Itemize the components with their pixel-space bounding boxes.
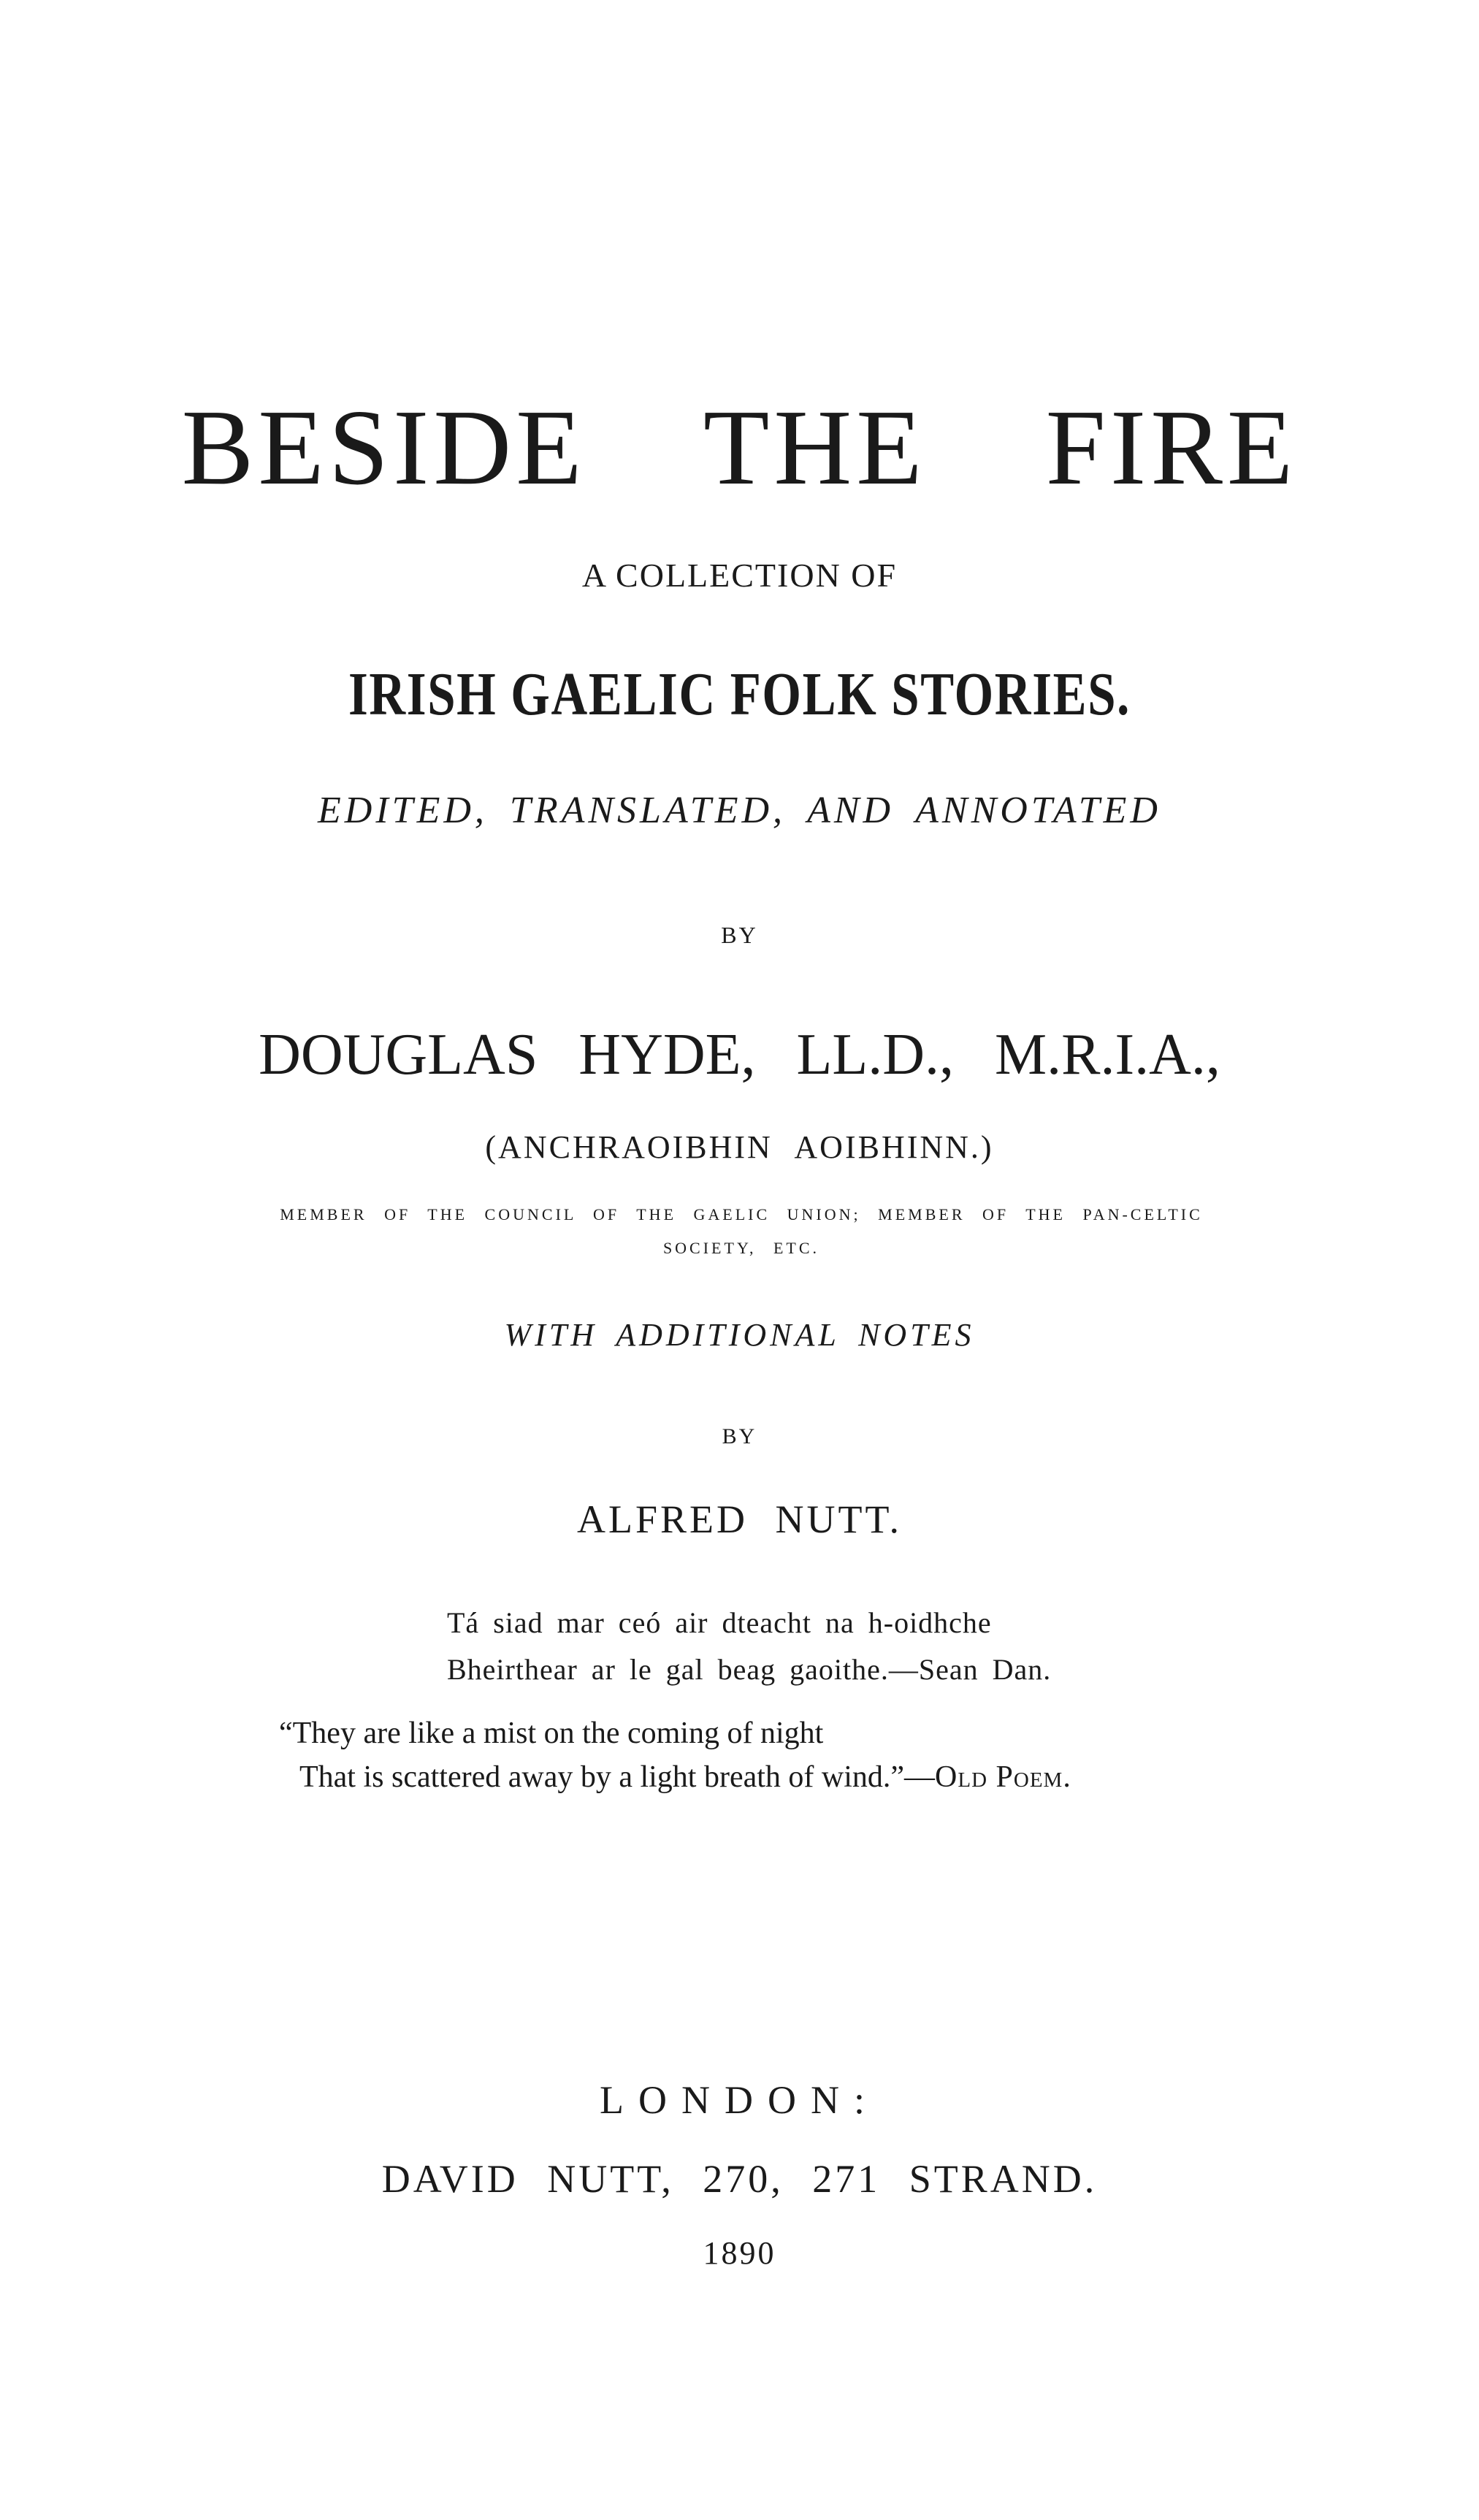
additional-notes-line: WITH ADDITIONAL NOTES bbox=[504, 1317, 975, 1353]
epigraph-irish-line-1: Tá siad mar ceó air dteacht na h-oidhche bbox=[447, 1606, 992, 1639]
epigraph-irish-line-2: Bheirthear ar le gal beag gaoithe.—Sean Dan. bbox=[447, 1653, 1052, 1686]
by-label-annotator: BY bbox=[722, 1424, 757, 1448]
epigraph-english-line-2-text: That is scattered away by a light breath of wind.”— bbox=[299, 1760, 936, 1794]
author-name: DOUGLAS HYDE, LL.D., M.R.I.A., bbox=[259, 1023, 1220, 1087]
annotator-name: ALFRED NUTT. bbox=[577, 1497, 902, 1541]
edited-translated-line: EDITED, TRANSLATED, AND ANNOTATED bbox=[318, 790, 1161, 831]
author-memberships: MEMBER OF THE COUNCIL OF THE GAELIC UNION; MEMBER OF THE PAN-CELTIC SOCIETY, ETC. bbox=[280, 1205, 1203, 1257]
by-label-author: BY bbox=[721, 922, 758, 948]
epigraph-attribution: Old Poem. bbox=[935, 1760, 1071, 1794]
subtitle-folk-stories: IRISH GAELIC FOLK STORIES. bbox=[348, 660, 1131, 728]
imprint-city: LONDON: bbox=[600, 2078, 879, 2122]
imprint-publisher: DAVID NUTT, 270, 271 STRAND. bbox=[381, 2157, 1098, 2201]
author-pen-name: (ANCHRAOIBHIN AOIBHINN.) bbox=[485, 1129, 994, 1165]
book-title: BESIDE THE FIRE bbox=[181, 388, 1298, 508]
subtitle-collection: A COLLECTION OF bbox=[581, 557, 898, 594]
epigraph-english-line-2 bbox=[299, 1759, 1071, 1795]
imprint-year: 1890 bbox=[703, 2235, 776, 2271]
epigraph-english-line-1: “They are like a mist on the coming of night bbox=[279, 1717, 824, 1750]
